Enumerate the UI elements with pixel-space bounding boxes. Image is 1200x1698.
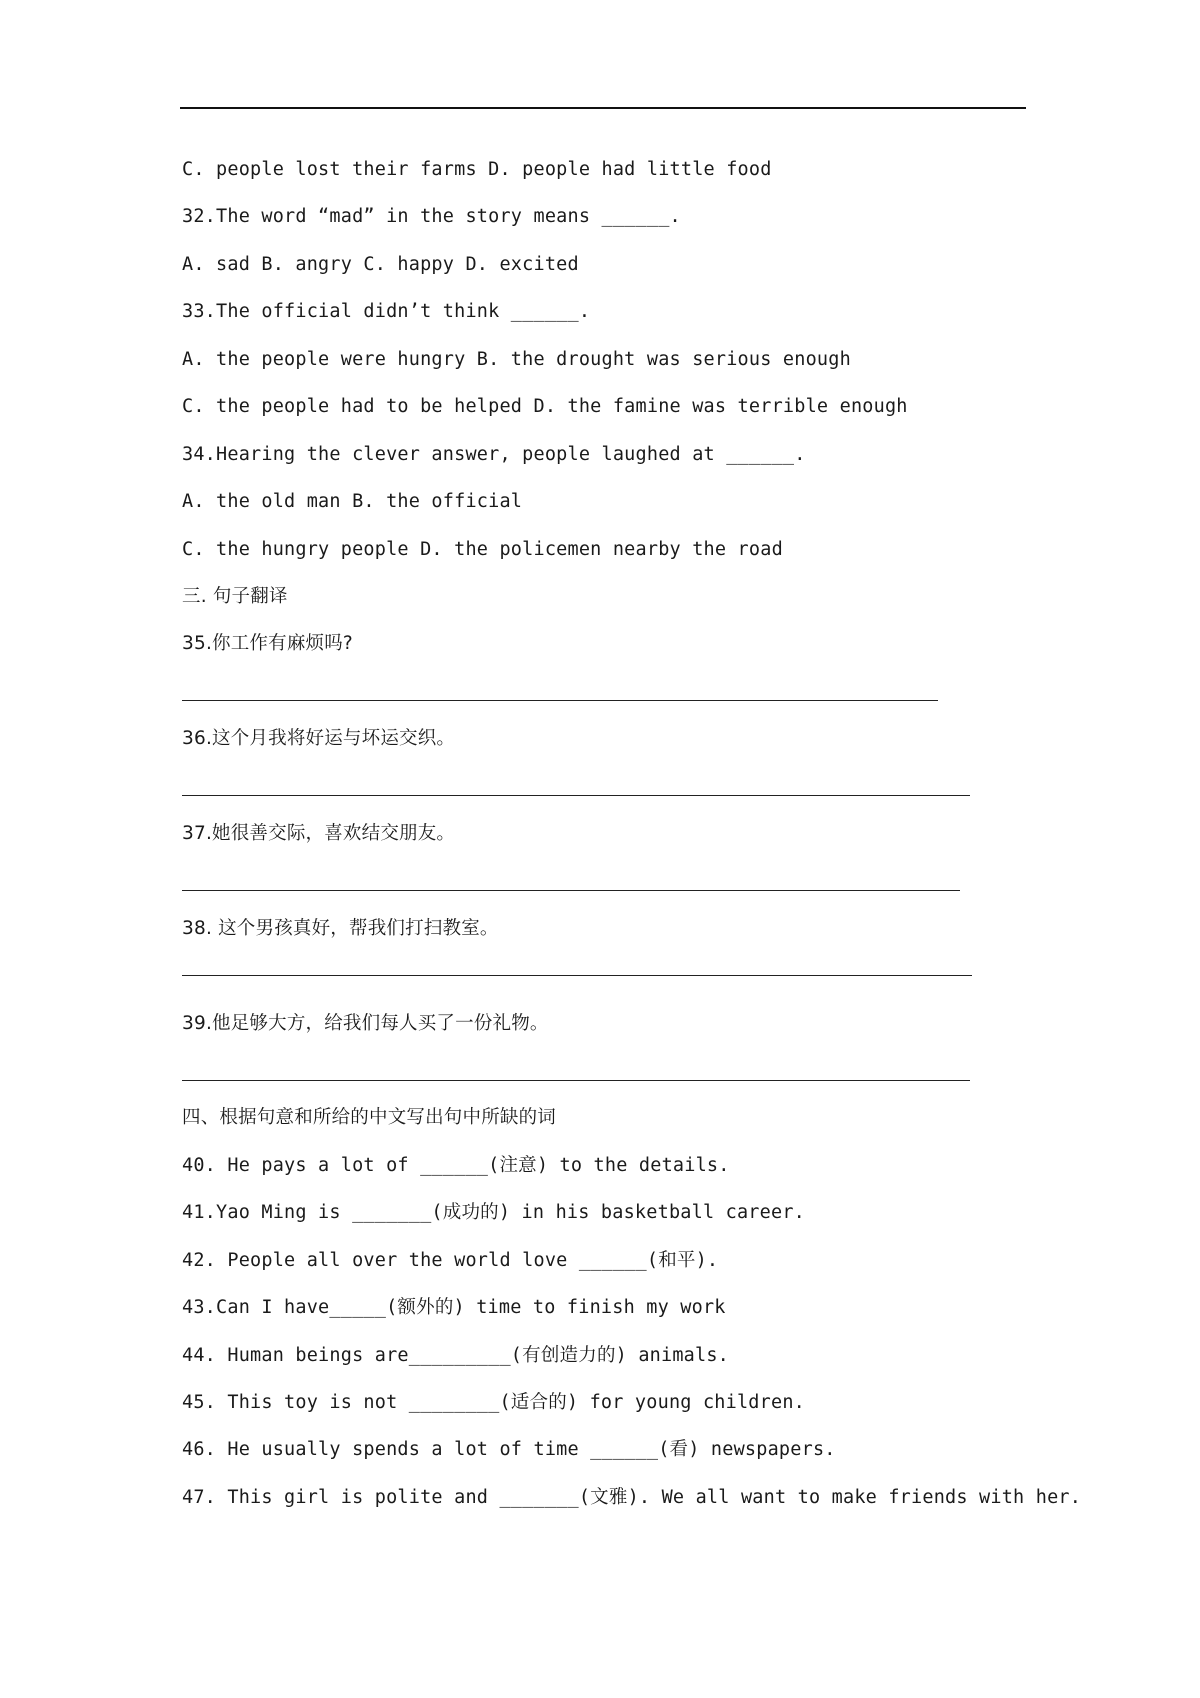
- q34-question: 34.Hearing the clever answer, people laughed at ______.: [182, 444, 806, 465]
- q36-prompt: 36.这个月我将好运与坏运交织。: [182, 728, 456, 749]
- q34-options-cd: C. the hungry people D. the policemen nearby the road: [182, 539, 783, 560]
- q37-answer-line[interactable]: [182, 890, 960, 891]
- section-4-heading: 四、根据句意和所给的中文写出句中所缺的词: [182, 1107, 557, 1128]
- q42-question: 42. People all over the world love ______(和平).: [182, 1250, 719, 1271]
- header-rule: [180, 107, 1026, 109]
- q43-question: 43.Can I have_____(额外的) time to finish my work: [182, 1297, 726, 1318]
- q38-answer-line[interactable]: [182, 975, 972, 976]
- q39-prompt: 39.他足够大方，给我们每人买了一份礼物。: [182, 1013, 549, 1034]
- q41-question: 41.Yao Ming is _______(成功的) in his basketball career.: [182, 1202, 805, 1223]
- q31-options-cd: C. people lost their farms D. people had little food: [182, 159, 772, 180]
- q47-question: 47. This girl is polite and _______(文雅). We all want to make friends with her.: [182, 1487, 1082, 1508]
- q45-question: 45. This toy is not ________(适合的) for young children.: [182, 1392, 805, 1413]
- q32-question: 32.The word “mad” in the story means ______.: [182, 206, 681, 227]
- q33-options-ab: A. the people were hungry B. the drought was serious enough: [182, 349, 851, 370]
- q40-question: 40. He pays a lot of ______(注意) to the details.: [182, 1155, 730, 1176]
- q38-prompt: 38. 这个男孩真好，帮我们打扫教室。: [182, 918, 499, 939]
- section-3-heading: 三. 句子翻译: [182, 586, 288, 607]
- q36-answer-line[interactable]: [182, 795, 970, 796]
- q37-prompt: 37.她很善交际，喜欢结交朋友。: [182, 823, 456, 844]
- q44-question: 44. Human beings are_________(有创造力的) animals.: [182, 1345, 730, 1366]
- q46-question: 46. He usually spends a lot of time ______(看) newspapers.: [182, 1439, 836, 1460]
- q39-answer-line[interactable]: [182, 1080, 970, 1081]
- q35-prompt: 35.你工作有麻烦吗?: [182, 633, 353, 654]
- q33-options-cd: C. the people had to be helped D. the famine was terrible enough: [182, 396, 908, 417]
- q35-answer-line[interactable]: [182, 700, 938, 701]
- q33-question: 33.The official didn’t think ______.: [182, 301, 591, 322]
- q34-options-ab: A. the old man B. the official: [182, 491, 523, 512]
- q32-options: A. sad B. angry C. happy D. excited: [182, 254, 579, 275]
